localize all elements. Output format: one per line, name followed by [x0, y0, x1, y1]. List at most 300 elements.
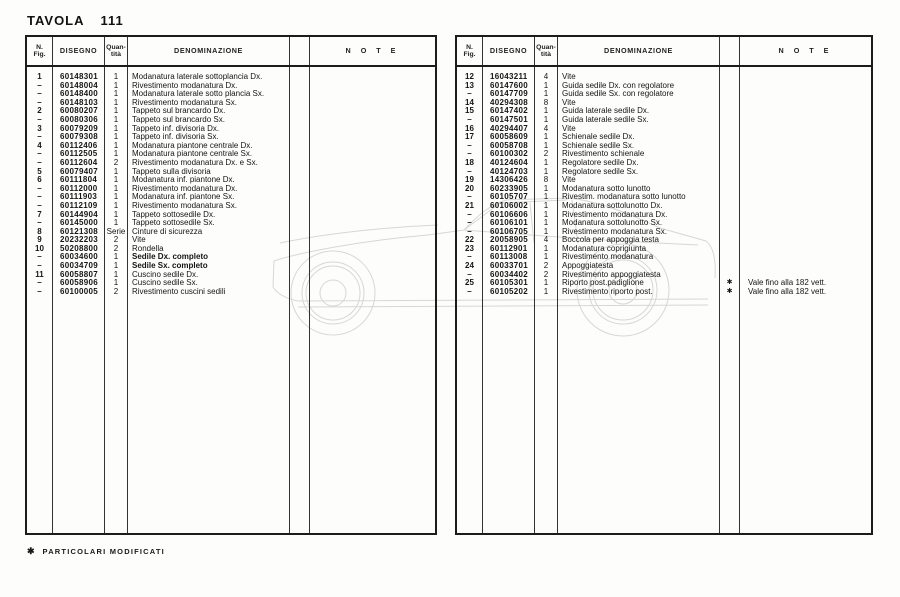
- cell-fig: –: [37, 80, 42, 90]
- cell-marker: [290, 185, 309, 194]
- cell-qty: 1: [113, 106, 119, 116]
- cell-marker: [720, 116, 739, 125]
- cell-marker: [720, 262, 739, 271]
- header-denominazione-label: DENOMINAZIONE: [174, 46, 243, 56]
- cell-marker: [720, 219, 739, 228]
- cell-den: Modanatura sottolunotto Dx.: [562, 200, 663, 210]
- cell-fig: –: [37, 252, 42, 262]
- cell-den: Tappeto inf. divisoria Sx.: [132, 132, 219, 142]
- cell-qty: 1: [543, 140, 549, 150]
- cell-marker: [720, 99, 739, 108]
- cell-disegno: 60147402: [490, 106, 528, 116]
- cell-note: [740, 125, 871, 134]
- cell-note: Vale fino alla 182 vett.: [748, 278, 827, 288]
- cell-disegno: 60145000: [60, 218, 98, 228]
- cell-marker: [720, 271, 739, 280]
- header-qty-line2: tità: [110, 51, 122, 58]
- cell-note: [740, 168, 871, 177]
- cell-fig: –: [467, 218, 472, 228]
- cell-fig: 18: [465, 157, 474, 167]
- cell-note: [310, 219, 435, 228]
- cell-marker: [720, 228, 739, 237]
- cell-fig: –: [467, 252, 472, 262]
- cell-fig: –: [37, 261, 42, 271]
- cell-fig: –: [467, 192, 472, 202]
- cell-qty: 1: [113, 218, 119, 228]
- cell-disegno: 60058906: [60, 278, 98, 288]
- header-fig-line2: Fig.: [33, 51, 46, 58]
- cell-fig: –: [37, 286, 42, 296]
- header-denominazione: [128, 37, 290, 65]
- cell-note: [740, 185, 871, 194]
- cell-note: [740, 193, 871, 202]
- cell-fig: –: [37, 157, 42, 167]
- cell-den: Riporto post.padiglione: [562, 278, 644, 288]
- header-disegno-label: DISEGNO: [59, 46, 98, 56]
- cell-den: Regolatore sedile Sx.: [562, 166, 639, 176]
- cell-note: [310, 262, 435, 271]
- cell-marker: [290, 219, 309, 228]
- cell-qty: 1: [543, 200, 549, 210]
- cell-disegno: 40294407: [490, 123, 528, 133]
- cell-note: [310, 159, 435, 168]
- cell-note: Vale fino alla 182 vett.: [748, 286, 827, 296]
- cell-note: [310, 125, 435, 134]
- cell-den: Rivestimento modanatura Dx.: [562, 209, 668, 219]
- column-qty: [105, 67, 128, 533]
- cell-disegno: 60079308: [60, 132, 98, 142]
- cell-fig: –: [37, 183, 42, 193]
- cell-fig: –: [37, 132, 42, 142]
- cell-marker: [290, 82, 309, 91]
- cell-qty: 1: [113, 89, 119, 99]
- cell-disegno: 60144904: [60, 209, 98, 219]
- cell-marker: [290, 133, 309, 142]
- cell-qty: 2: [113, 235, 119, 245]
- cell-note: [310, 116, 435, 125]
- cell-marker: [720, 236, 739, 245]
- cell-note: [310, 73, 435, 82]
- page-title: [27, 13, 124, 28]
- cell-disegno: 60058609: [490, 132, 528, 142]
- table-header-left: [27, 37, 435, 67]
- cell-note: [740, 82, 871, 91]
- cell-note: [740, 133, 871, 142]
- cell-note: [740, 73, 871, 82]
- cell-den: Tappeto sottosedile Dx.: [132, 209, 216, 219]
- cell-den: Rivestimento modanatura Sx.: [132, 200, 237, 210]
- cell-fig: –: [467, 114, 472, 124]
- cell-fig: 24: [465, 261, 474, 271]
- cell-disegno: 60147709: [490, 89, 528, 99]
- cell-disegno: 60106002: [490, 200, 528, 210]
- cell-qty: 1: [543, 89, 549, 99]
- cell-qty: 1: [543, 278, 549, 288]
- cell-fig: 5: [37, 166, 42, 176]
- cell-marker: [720, 245, 739, 254]
- cell-fig: 3: [37, 123, 42, 133]
- cell-den: Vite: [132, 235, 146, 245]
- cell-marker: [720, 150, 739, 159]
- cell-note: [310, 193, 435, 202]
- cell-qty: 1: [113, 269, 119, 279]
- cell-den: Vite: [562, 175, 576, 185]
- cell-fig: 25: [465, 278, 474, 288]
- header-fig-line2: Fig.: [463, 51, 476, 58]
- cell-disegno: 40124703: [490, 166, 528, 176]
- cell-qty: 1: [543, 192, 549, 202]
- cell-marker: [290, 245, 309, 254]
- cell-qty: 1: [543, 157, 549, 167]
- cell-marker: ✱: [726, 279, 733, 287]
- cell-disegno: 60112505: [60, 149, 98, 159]
- cell-qty: 2: [543, 261, 549, 271]
- cell-note: [310, 236, 435, 245]
- header-marker: [290, 37, 310, 65]
- cell-qty: 1: [113, 200, 119, 210]
- cell-den: Rivestimento modanatura Sx.: [562, 226, 667, 236]
- cell-disegno: 60148301: [60, 72, 98, 81]
- cell-fig: 4: [37, 140, 42, 150]
- cell-qty: 1: [113, 114, 119, 124]
- header-quantita: [105, 37, 128, 65]
- cell-fig: –: [37, 192, 42, 202]
- header-note-label: N O T E: [345, 46, 400, 56]
- cell-marker: [290, 168, 309, 177]
- cell-den: Boccola per appoggia testa: [562, 235, 659, 245]
- header-note: [310, 37, 435, 65]
- cell-marker: [720, 193, 739, 202]
- cell-marker: [290, 228, 309, 237]
- cell-fig: –: [37, 200, 42, 210]
- header-fig-line1: N.: [466, 43, 473, 51]
- header-disegno: [483, 37, 535, 65]
- cell-marker: [290, 262, 309, 271]
- cell-qty: 8: [543, 97, 549, 107]
- header-marker: [720, 37, 740, 65]
- cell-note: [310, 133, 435, 142]
- cell-note: [740, 228, 871, 237]
- cell-marker: [720, 82, 739, 91]
- header-qty-line1: Quan-: [536, 43, 556, 51]
- cell-note: [740, 219, 871, 228]
- cell-den: Tappeto inf. divisoria Dx.: [132, 123, 220, 133]
- cell-fig: –: [467, 269, 472, 279]
- table-body-left: [27, 67, 435, 533]
- cell-note: [310, 279, 435, 288]
- cell-qty: 1: [543, 243, 549, 253]
- cell-fig: 20: [465, 183, 474, 193]
- cell-den: Modanatura piantone centrale Sx.: [132, 149, 253, 159]
- cell-den: Tappeto sul brancardo Sx.: [132, 114, 225, 124]
- cell-disegno: 60148400: [60, 89, 98, 99]
- cell-fig: –: [37, 97, 42, 107]
- cell-note: [310, 150, 435, 159]
- cell-fig: 6: [37, 175, 42, 185]
- cell-note: [740, 116, 871, 125]
- cell-fig: –: [467, 226, 472, 236]
- cell-note: [740, 159, 871, 168]
- cell-disegno: 60148004: [60, 80, 98, 90]
- cell-den: Rivestimento modanatura Dx. e Sx.: [132, 157, 258, 167]
- cell-qty: 2: [543, 269, 549, 279]
- cell-qty: 1: [113, 149, 119, 159]
- cell-fig: 12: [465, 72, 474, 81]
- cell-marker: [290, 142, 309, 151]
- cell-fig: –: [467, 286, 472, 296]
- cell-marker: [290, 150, 309, 159]
- cell-disegno: 60033701: [490, 261, 528, 271]
- title-text: TAVOLA: [27, 13, 85, 28]
- header-fig: [27, 37, 53, 65]
- cell-den: Modanatura laterale sotto plancia Sx.: [132, 89, 265, 99]
- cell-fig: –: [467, 89, 472, 99]
- cell-marker: [720, 211, 739, 220]
- cell-disegno: 20058905: [490, 235, 528, 245]
- column-den: [558, 67, 720, 533]
- cell-marker: [720, 253, 739, 262]
- cell-note: [310, 185, 435, 194]
- cell-qty: 2: [113, 157, 119, 167]
- cell-note: [310, 90, 435, 99]
- cell-den: Rondella: [132, 243, 164, 253]
- cell-marker: [720, 133, 739, 142]
- cell-note: [740, 262, 871, 271]
- cell-fig: 8: [37, 226, 42, 236]
- cell-fig: –: [37, 114, 42, 124]
- cell-marker: [720, 73, 739, 82]
- cell-qty: 1: [543, 226, 549, 236]
- cell-fig: 2: [37, 106, 42, 116]
- cell-fig: 9: [37, 235, 42, 245]
- cell-fig: –: [37, 278, 42, 288]
- column-qty: [535, 67, 558, 533]
- parts-table-right: [455, 35, 873, 535]
- cell-den: Guida laterale sedile Sx.: [562, 114, 649, 124]
- header-disegno: [53, 37, 105, 65]
- cell-disegno: 60079209: [60, 123, 98, 133]
- cell-qty: 1: [113, 192, 119, 202]
- cell-marker: [290, 288, 309, 297]
- cell-disegno: 60148103: [60, 97, 98, 107]
- cell-disegno: 60113008: [490, 252, 528, 262]
- cell-marker: [290, 253, 309, 262]
- cell-den: Modanatura sotto lunotto: [562, 183, 651, 193]
- cell-disegno: 16043211: [490, 72, 528, 81]
- header-fig-line1: N.: [36, 43, 43, 51]
- cell-den: Sedile Sx. completo: [132, 261, 208, 271]
- cell-disegno: 60105301: [490, 278, 528, 288]
- cell-fig: 17: [465, 132, 474, 142]
- cell-qty: 1: [543, 114, 549, 124]
- cell-den: Modanatura piantone centrale Dx.: [132, 140, 253, 150]
- cell-qty: 2: [113, 243, 119, 253]
- cell-den: Modanatura coprigiunta: [562, 243, 647, 253]
- cell-marker: [290, 202, 309, 211]
- column-marker: [290, 67, 310, 533]
- cell-den: Guida laterale sedile Dx.: [562, 106, 650, 116]
- cell-note: [310, 176, 435, 185]
- cell-qty: 4: [543, 235, 549, 245]
- cell-qty: 1: [113, 183, 119, 193]
- cell-qty: 4: [543, 123, 549, 133]
- cell-qty: Serie: [106, 226, 126, 236]
- cell-note: [310, 202, 435, 211]
- cell-marker: [720, 107, 739, 116]
- cell-disegno: 60147501: [490, 114, 528, 124]
- cell-note: [310, 107, 435, 116]
- cell-qty: 1: [543, 166, 549, 176]
- cell-den: Rivestim. modanatura sotto lunotto: [562, 192, 686, 202]
- cell-marker: [720, 125, 739, 134]
- cell-disegno: 60105707: [490, 192, 528, 202]
- cell-fig: 14: [465, 97, 474, 107]
- cell-note: [310, 271, 435, 280]
- cell-qty: 1: [543, 252, 549, 262]
- cell-disegno: 50208800: [60, 243, 98, 253]
- cell-qty: 1: [543, 218, 549, 228]
- cell-den: Cuscino sedile Dx.: [132, 269, 199, 279]
- cell-marker: [290, 176, 309, 185]
- column-disegno: [53, 67, 105, 533]
- cell-note: [310, 253, 435, 262]
- cell-qty: 1: [113, 132, 119, 142]
- cell-disegno: 60112901: [490, 243, 528, 253]
- cell-den: Vite: [562, 72, 576, 81]
- cell-qty: 1: [113, 80, 119, 90]
- header-qty-line2: tità: [540, 51, 552, 58]
- cell-note: [310, 228, 435, 237]
- cell-marker: [720, 159, 739, 168]
- cell-den: Modanatura laterale sottoplancia Dx.: [132, 72, 263, 81]
- cell-disegno: 60058807: [60, 269, 98, 279]
- cell-disegno: 60100302: [490, 149, 528, 159]
- cell-disegno: 60080207: [60, 106, 98, 116]
- cell-marker: [290, 159, 309, 168]
- cell-den: Schienale sedile Dx.: [562, 132, 635, 142]
- column-disegno: [483, 67, 535, 533]
- cell-disegno: 60058708: [490, 140, 528, 150]
- header-note: [740, 37, 871, 65]
- cell-den: Rivestimento modanatura Sx.: [132, 97, 237, 107]
- cell-den: Appoggiatesta: [562, 261, 614, 271]
- header-fig: [457, 37, 483, 65]
- cell-marker: [290, 236, 309, 245]
- cell-note: [310, 211, 435, 220]
- header-denominazione-label: DENOMINAZIONE: [604, 46, 673, 56]
- table-body-right: [457, 67, 871, 533]
- cell-note: [740, 142, 871, 151]
- cell-marker: [720, 202, 739, 211]
- cell-den: Modanatura inf. piantone Sx.: [132, 192, 235, 202]
- cell-fig: 7: [37, 209, 42, 219]
- cell-disegno: 60079407: [60, 166, 98, 176]
- cell-qty: 4: [543, 72, 549, 81]
- header-disegno-label: DISEGNO: [489, 46, 528, 56]
- cell-note: [310, 245, 435, 254]
- cell-fig: 11: [35, 269, 44, 279]
- cell-disegno: 40294308: [490, 97, 528, 107]
- cell-den: Tappeto sul brancardo Dx.: [132, 106, 226, 116]
- column-fig: [457, 67, 483, 533]
- cell-disegno: 60111903: [60, 192, 98, 202]
- cell-disegno: 60147600: [490, 80, 528, 90]
- cell-den: Rivestimento riporto post.: [562, 286, 653, 296]
- cell-disegno: 60100005: [60, 286, 98, 296]
- cell-qty: 1: [113, 175, 119, 185]
- header-note-label: N O T E: [778, 46, 833, 56]
- cell-den: Sedile Dx. completo: [132, 252, 209, 262]
- cell-qty: 1: [543, 80, 549, 90]
- cell-qty: 1: [543, 286, 549, 296]
- cell-disegno: 60106101: [490, 218, 528, 228]
- cell-note: [740, 236, 871, 245]
- cell-note: [740, 176, 871, 185]
- cell-fig: –: [37, 149, 42, 159]
- cell-fig: 19: [465, 175, 474, 185]
- column-fig: [27, 67, 53, 533]
- cell-marker: [290, 90, 309, 99]
- cell-disegno: 60080306: [60, 114, 98, 124]
- cell-qty: 2: [113, 286, 119, 296]
- cell-disegno: 60111804: [60, 175, 98, 185]
- cell-disegno: 60112000: [60, 183, 98, 193]
- cell-fig: 10: [35, 243, 44, 253]
- cell-marker: [720, 185, 739, 194]
- cell-fig: 23: [465, 243, 474, 253]
- cell-marker: [720, 168, 739, 177]
- column-marker: [720, 67, 740, 533]
- cell-qty: 1: [543, 132, 549, 142]
- cell-note: [740, 202, 871, 211]
- cell-note: [740, 99, 871, 108]
- cell-den: Guida sedile Dx. con regolatore: [562, 80, 675, 90]
- table-header-right: [457, 37, 871, 67]
- cell-qty: 1: [113, 261, 119, 271]
- cell-den: Rivestimento modanatura: [562, 252, 654, 262]
- cell-marker: [720, 90, 739, 99]
- title-number: 111: [100, 13, 124, 28]
- footnote-text: PARTICOLARI MODIFICATI: [42, 547, 165, 556]
- cell-note: [310, 142, 435, 151]
- cell-marker: [290, 107, 309, 116]
- header-qty-line1: Quan-: [106, 43, 126, 51]
- cell-den: Vite: [562, 123, 576, 133]
- cell-den: Schienale sedile Sx.: [562, 140, 635, 150]
- parts-table-left: [25, 35, 437, 535]
- cell-den: Rivestimento modanatura Dx.: [132, 183, 238, 193]
- cell-marker: ✱: [726, 287, 733, 295]
- cell-den: Rivestimento schienale: [562, 149, 645, 159]
- column-den: [128, 67, 290, 533]
- cell-marker: [290, 193, 309, 202]
- cell-den: Cuscino sedile Sx.: [132, 278, 198, 288]
- cell-marker: [290, 116, 309, 125]
- cell-den: Regolatore sedile Dx.: [562, 157, 639, 167]
- cell-disegno: 60112604: [60, 157, 98, 167]
- cell-fig: 16: [465, 123, 474, 133]
- cell-marker: [720, 176, 739, 185]
- cell-den: Modanatura sottolunotto Sx.: [562, 218, 663, 228]
- cell-disegno: 60105202: [490, 286, 528, 296]
- cell-disegno: 60233905: [490, 183, 528, 193]
- column-note: [740, 67, 871, 533]
- cell-den: Guida sedile Sx. con regolatore: [562, 89, 674, 99]
- cell-fig: 15: [465, 106, 474, 116]
- cell-disegno: 60112406: [60, 140, 98, 150]
- asterisk-icon: ✱: [27, 546, 35, 556]
- column-note: [310, 67, 435, 533]
